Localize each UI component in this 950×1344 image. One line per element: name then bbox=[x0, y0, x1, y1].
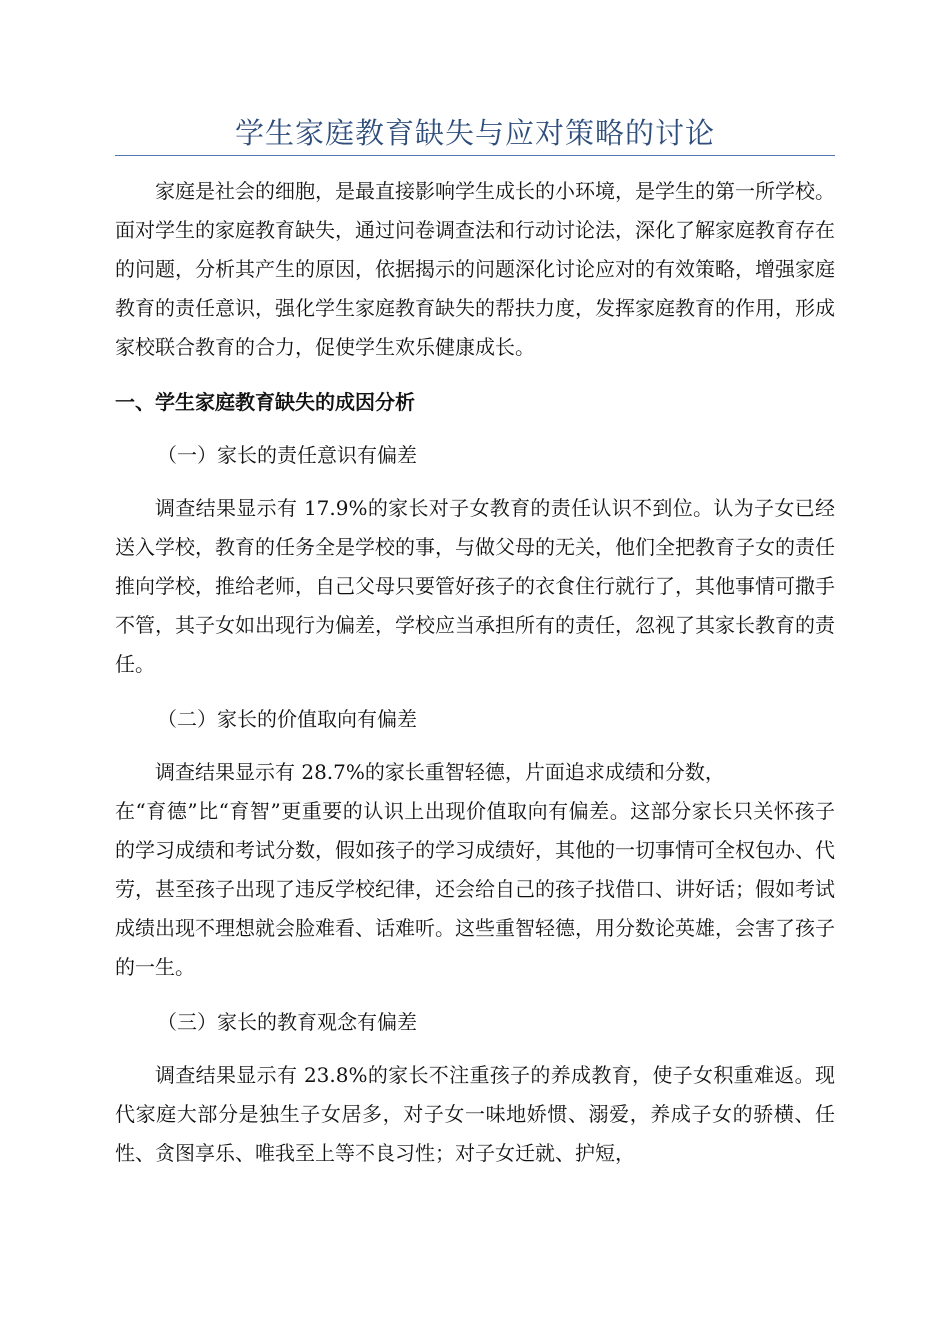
subsection-paragraph-3: 调查结果显示有 23.8%的家长不注重孩子的养成教育，使子女积重难返。现代家庭大部分是独生子女居多，对子女一味地娇惯、溺爱，养成子女的骄横、任性、贪图享乐、唯我至上等不良习性；对子女迁就、护短， bbox=[115, 1063, 835, 1165]
title-underline bbox=[115, 155, 835, 156]
subsection-heading-3: （三）家长的教育观念有偏差 bbox=[157, 1010, 417, 1034]
subsection-heading-2: （二）家长的价值取向有偏差 bbox=[157, 707, 417, 731]
intro-paragraph: 家庭是社会的细胞，是最直接影响学生成长的小环境，是学生的第一所学校。面对学生的家庭教育缺失，通过问卷调查法和行动讨论法，深化了解家庭教育存在的问题，分析其产生的原因，依据揭示的问题深化讨论应对的有效策略，增强家庭教育的责任意识，强化学生家庭教育缺失的帮扶力度，发挥家庭教育的作用，形成家校联合教育的合力，促使学生欢乐健康成长。 bbox=[115, 179, 835, 359]
subsection-paragraph-2-rest: 在“育德”比“育智”更重要的认识上出现价值取向有偏差。这部分家长只关怀孩子的学习成绩和考试分数，假如孩子的学习成绩好，其他的一切事情可全权包办、代劳，甚至孩子出现了违反学校纪律，还会给自己的孩子找借口、讲好话；假如考试成绩出现不理想就会脸难看、话难听。这些重智轻德，用分数论英雄，会害了孩子的一生。 bbox=[115, 799, 835, 979]
subsection-paragraph-2-line1: 调查结果显示有 28.7%的家长重智轻德，片面追求成绩和分数， bbox=[155, 760, 725, 784]
document-body bbox=[115, 172, 835, 1189]
subsection-paragraph-2 bbox=[115, 753, 835, 987]
section-heading: 一、学生家庭教育缺失的成因分析 bbox=[115, 390, 415, 414]
subsection-heading-1: （一）家长的责任意识有偏差 bbox=[157, 443, 417, 467]
document-title: 学生家庭教育缺失与应对策略的讨论 bbox=[234, 116, 715, 150]
subsection-paragraph-1: 调查结果显示有 17.9%的家长对子女教育的责任认识不到位。认为子女已经送入学校，教育的任务全是学校的事，与做父母的无关，他们全把教育子女的责任推向学校，推给老师，自己父母只要管好孩子的衣食住行就行了，其他事情可撒手不管，其子女如出现行为偏差，学校应当承担所有的责任，忽视了其家长教育的责任。 bbox=[115, 496, 835, 676]
